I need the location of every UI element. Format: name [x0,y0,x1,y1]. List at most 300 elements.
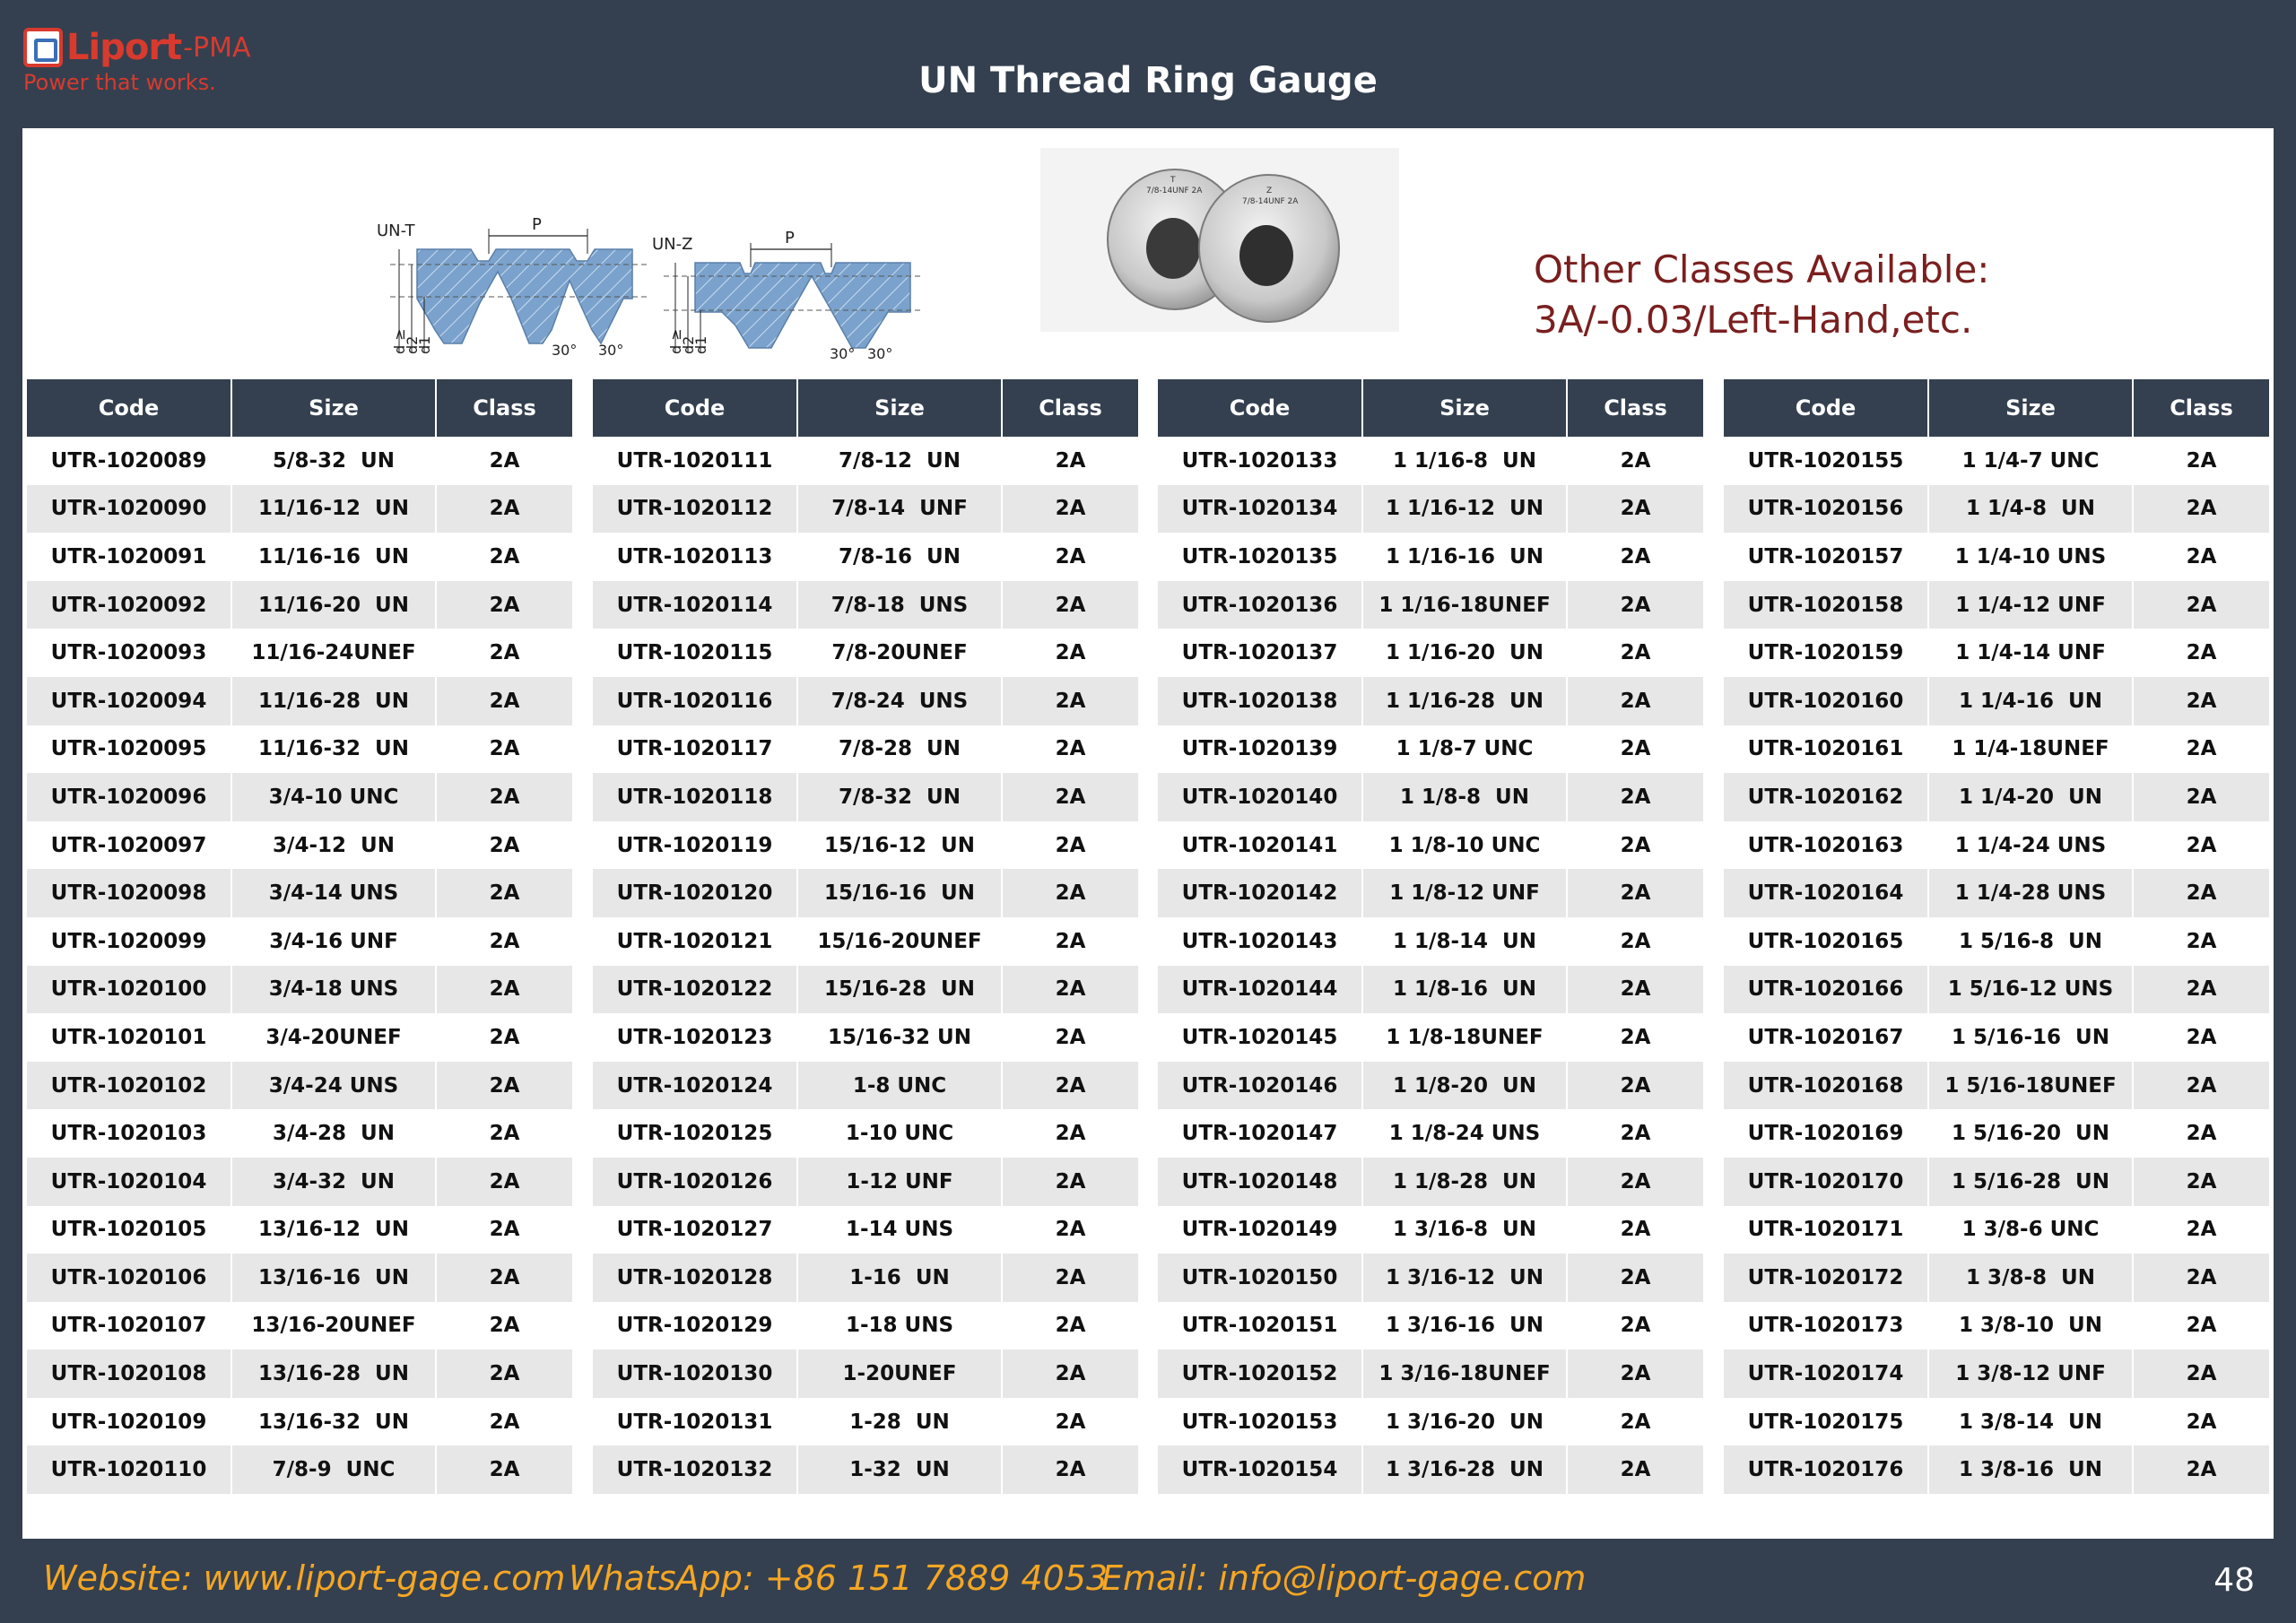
table-row [1724,1398,2269,1446]
un-t-angle-left: 30° [552,342,578,359]
size-cell: 1 3/8-14 UN [1928,1398,2133,1446]
code-cell: UTR-1020096 [27,773,231,821]
class-cell: 2A [436,725,572,774]
code-cell: UTR-1020100 [27,966,231,1014]
code-cell: UTR-1020123 [593,1013,797,1062]
table-row [1158,581,1703,629]
class-cell: 2A [2133,725,2269,774]
code-cell: UTR-1020175 [1724,1398,1928,1446]
code-cell: UTR-1020106 [27,1254,231,1302]
table-row [593,869,1138,917]
table-row [593,677,1138,725]
table-row [1158,1158,1703,1206]
code-cell: UTR-1020098 [27,869,231,917]
size-cell: 1 1/8-28 UN [1362,1158,1567,1206]
code-cell: UTR-1020127 [593,1206,797,1254]
size-cell: 13/16-16 UN [231,1254,436,1302]
size-cell: 1 1/4-24 UNS [1928,821,2133,870]
size-cell: 1 1/4-20 UN [1928,773,2133,821]
class-cell: 2A [1567,1302,1703,1350]
class-cell: 2A [1567,917,1703,966]
code-cell: UTR-1020165 [1724,917,1928,966]
un-z-label: UN-Z [652,235,693,254]
table-row [1158,1350,1703,1398]
footer-whatsapp: WhatsApp: +86 151 7889 4053 [569,1558,1109,1598]
size-cell: 1 3/16-18UNEF [1362,1350,1567,1398]
class-cell: 2A [436,917,572,966]
size-cell: 1 3/8-10 UN [1928,1302,2133,1350]
code-cell: UTR-1020152 [1158,1350,1362,1398]
table-row [1158,917,1703,966]
size-cell: 15/16-28 UN [797,966,1002,1014]
size-cell: 3/4-14 UNS [231,869,436,917]
table-row [27,1158,572,1206]
table-row [1724,1158,2269,1206]
un-z-profile [652,229,924,361]
table-row [27,533,572,581]
un-t-label: UN-T [377,221,415,240]
code-cell: UTR-1020092 [27,581,231,629]
size-cell: 15/16-32 UN [797,1013,1002,1062]
page-number: 48 [2213,1562,2255,1599]
un-z-thread-shape [695,263,910,348]
table-row [593,1109,1138,1158]
un-z-angle-right: 30° [867,345,893,361]
un-z-d2-label: d2 [680,335,697,354]
size-cell: 1 1/4-10 UNS [1928,533,2133,581]
table-row [27,581,572,629]
size-cell: 13/16-12 UN [231,1206,436,1254]
column-header-size: Size [231,379,436,437]
table-row [1158,677,1703,725]
code-cell: UTR-1020114 [593,581,797,629]
class-cell: 2A [1567,1158,1703,1206]
table-row [1158,966,1703,1014]
gauge-table-2 [593,379,1138,1494]
table-row [593,533,1138,581]
table-row [1724,1062,2269,1110]
un-t-angle-right: 30° [598,342,624,359]
table-row [1158,1254,1703,1302]
table-row [1158,1109,1703,1158]
size-cell: 1-28 UN [797,1398,1002,1446]
class-cell: 2A [436,677,572,725]
class-cell: 2A [1002,821,1138,870]
class-cell: 2A [2133,1013,2269,1062]
column-header-class: Class [1002,379,1138,437]
class-cell: 2A [1002,869,1138,917]
class-cell: 2A [2133,1158,2269,1206]
class-cell: 2A [1567,1254,1703,1302]
size-cell: 1 3/16-12 UN [1362,1254,1567,1302]
code-cell: UTR-1020146 [1158,1062,1362,1110]
class-cell: 2A [1002,581,1138,629]
table-row [1724,917,2269,966]
class-cell: 2A [1567,1062,1703,1110]
table-row [1158,1302,1703,1350]
size-cell: 1 1/8-8 UN [1362,773,1567,821]
size-cell: 1 1/8-14 UN [1362,917,1567,966]
ring-gauge-image [1040,148,1399,332]
table-row [1724,1445,2269,1494]
size-cell: 1-32 UN [797,1445,1002,1494]
size-cell: 1 1/4-8 UN [1928,485,2133,534]
ring-marking-z: 7/8-14UNF 2A [1242,197,1299,206]
class-cell: 2A [436,1013,572,1062]
code-cell: UTR-1020121 [593,917,797,966]
table-row [1158,821,1703,870]
column-header-code: Code [27,379,231,437]
code-cell: UTR-1020150 [1158,1254,1362,1302]
code-cell: UTR-1020154 [1158,1445,1362,1494]
table-row [27,821,572,870]
code-cell: UTR-1020161 [1724,725,1928,774]
code-cell: UTR-1020122 [593,966,797,1014]
table-row [1158,485,1703,534]
class-cell: 2A [1002,533,1138,581]
table-row [1724,1109,2269,1158]
table-row [27,437,572,485]
code-cell: UTR-1020111 [593,437,797,485]
table-row [593,1398,1138,1446]
code-cell: UTR-1020172 [1724,1254,1928,1302]
table-row [1158,533,1703,581]
class-cell: 2A [2133,485,2269,534]
code-cell: UTR-1020174 [1724,1350,1928,1398]
code-cell: UTR-1020115 [593,629,797,677]
size-cell: 3/4-10 UNC [231,773,436,821]
size-cell: 7/8-20UNEF [797,629,1002,677]
class-cell: 2A [1002,1445,1138,1494]
table-row [27,629,572,677]
table-row [27,1398,572,1446]
size-cell: 1 1/4-16 UN [1928,677,2133,725]
code-cell: UTR-1020168 [1724,1062,1928,1110]
code-cell: UTR-1020176 [1724,1445,1928,1494]
size-cell: 1 1/16-8 UN [1362,437,1567,485]
class-cell: 2A [1567,1398,1703,1446]
header [0,0,2296,128]
code-cell: UTR-1020119 [593,821,797,870]
size-cell: 15/16-20UNEF [797,917,1002,966]
table-row [1724,629,2269,677]
class-cell: 2A [1002,1013,1138,1062]
table-row [1158,725,1703,774]
table-row [27,966,572,1014]
class-cell: 2A [1567,629,1703,677]
table-row [593,1350,1138,1398]
code-cell: UTR-1020139 [1158,725,1362,774]
class-cell: 2A [436,1350,572,1398]
size-cell: 1 1/8-10 UNC [1362,821,1567,870]
footer [0,1539,2296,1623]
size-cell: 7/8-9 UNC [231,1445,436,1494]
class-cell: 2A [1567,1109,1703,1158]
class-cell: 2A [2133,1445,2269,1494]
size-cell: 1-12 UNF [797,1158,1002,1206]
table-row [593,1013,1138,1062]
code-cell: UTR-1020117 [593,725,797,774]
code-cell: UTR-1020171 [1724,1206,1928,1254]
size-cell: 1 5/16-8 UN [1928,917,2133,966]
class-cell: 2A [2133,1398,2269,1446]
other-classes-note [1534,245,1989,345]
class-cell: 2A [2133,437,2269,485]
size-cell: 1 5/16-16 UN [1928,1013,2133,1062]
class-cell: 2A [2133,629,2269,677]
size-cell: 1 1/16-16 UN [1362,533,1567,581]
class-cell: 2A [1002,1350,1138,1398]
code-cell: UTR-1020116 [593,677,797,725]
class-cell: 2A [436,485,572,534]
ring-marking-t: 7/8-14UNF 2A [1146,187,1203,195]
table-row [1158,1206,1703,1254]
size-cell: 1 1/16-12 UN [1362,485,1567,534]
table-row [27,1302,572,1350]
size-cell: 1-18 UNS [797,1302,1002,1350]
un-z-angle-left: 30° [830,345,856,361]
gauge-table-3 [1158,379,1703,1494]
table-row [1724,677,2269,725]
class-cell: 2A [2133,773,2269,821]
code-cell: UTR-1020129 [593,1302,797,1350]
code-cell: UTR-1020137 [1158,629,1362,677]
column-header-class: Class [2133,379,2269,437]
column-header-class: Class [436,379,572,437]
size-cell: 11/16-20 UN [231,581,436,629]
size-cell: 1 1/4-12 UNF [1928,581,2133,629]
table-row [1724,1254,2269,1302]
class-cell: 2A [1567,1445,1703,1494]
un-t-profile [377,215,650,359]
logo-word: Liport [66,27,182,68]
table-row [1158,1445,1703,1494]
class-cell: 2A [1567,485,1703,534]
size-cell: 7/8-12 UN [797,437,1002,485]
size-cell: 1-16 UN [797,1254,1002,1302]
class-cell: 2A [436,629,572,677]
code-cell: UTR-1020141 [1158,821,1362,870]
size-cell: 3/4-16 UNF [231,917,436,966]
code-cell: UTR-1020170 [1724,1158,1928,1206]
size-cell: 13/16-28 UN [231,1350,436,1398]
table-row [593,581,1138,629]
size-cell: 1 1/8-16 UN [1362,966,1567,1014]
table-row [27,725,572,774]
class-cell: 2A [436,581,572,629]
table-row [27,1109,572,1158]
table-row [593,1302,1138,1350]
table-row [27,1206,572,1254]
table-row [593,1158,1138,1206]
code-cell: UTR-1020090 [27,485,231,534]
size-cell: 11/16-12 UN [231,485,436,534]
table-row [593,1206,1138,1254]
size-cell: 1 5/16-18UNEF [1928,1062,2133,1110]
code-cell: UTR-1020160 [1724,677,1928,725]
class-cell: 2A [436,869,572,917]
size-cell: 1 3/16-28 UN [1362,1445,1567,1494]
size-cell: 1 1/16-28 UN [1362,677,1567,725]
code-cell: UTR-1020159 [1724,629,1928,677]
class-cell: 2A [436,533,572,581]
table-row [593,725,1138,774]
class-cell: 2A [436,437,572,485]
code-cell: UTR-1020126 [593,1158,797,1206]
class-cell: 2A [2133,1254,2269,1302]
code-cell: UTR-1020149 [1158,1206,1362,1254]
code-cell: UTR-1020094 [27,677,231,725]
class-cell: 2A [2133,1062,2269,1110]
size-cell: 11/16-28 UN [231,677,436,725]
size-cell: 1 1/4-28 UNS [1928,869,2133,917]
table-row [1724,1350,2269,1398]
size-cell: 1 5/16-20 UN [1928,1109,2133,1158]
size-cell: 3/4-12 UN [231,821,436,870]
table-row [593,966,1138,1014]
code-cell: UTR-1020107 [27,1302,231,1350]
size-cell: 7/8-16 UN [797,533,1002,581]
size-cell: 7/8-18 UNS [797,581,1002,629]
table-row [1158,1062,1703,1110]
table-row [1158,1013,1703,1062]
size-cell: 13/16-20UNEF [231,1302,436,1350]
size-cell: 1 3/16-20 UN [1362,1398,1567,1446]
un-t-d2-label: d2 [404,335,421,354]
class-cell: 2A [1002,725,1138,774]
table-row [593,485,1138,534]
size-cell: 7/8-32 UN [797,773,1002,821]
code-cell: UTR-1020158 [1724,581,1928,629]
column-header-code: Code [1724,379,1928,437]
table-row [1158,773,1703,821]
logo-suffix: -PMA [183,31,251,64]
table-row [27,1013,572,1062]
table-row [593,1062,1138,1110]
code-cell: UTR-1020173 [1724,1302,1928,1350]
thread-profile-diagram [363,164,937,361]
size-cell: 3/4-18 UNS [231,966,436,1014]
class-cell: 2A [2133,966,2269,1014]
class-cell: 2A [2133,581,2269,629]
class-cell: 2A [1567,581,1703,629]
table-row [27,485,572,534]
class-cell: 2A [1567,1013,1703,1062]
table-row [27,677,572,725]
size-cell: 1 1/8-12 UNF [1362,869,1567,917]
code-cell: UTR-1020147 [1158,1109,1362,1158]
table-row [1724,869,2269,917]
table-row [1158,1398,1703,1446]
table-row [593,773,1138,821]
column-header-code: Code [593,379,797,437]
size-cell: 7/8-28 UN [797,725,1002,774]
code-cell: UTR-1020166 [1724,966,1928,1014]
class-cell: 2A [436,1062,572,1110]
ring-letter-z: Z [1266,187,1273,195]
class-cell: 2A [2133,821,2269,870]
code-cell: UTR-1020169 [1724,1109,1928,1158]
size-cell: 11/16-32 UN [231,725,436,774]
code-cell: UTR-1020153 [1158,1398,1362,1446]
code-cell: UTR-1020099 [27,917,231,966]
size-cell: 1 1/16-20 UN [1362,629,1567,677]
code-cell: UTR-1020145 [1158,1013,1362,1062]
size-cell: 7/8-14 UNF [797,485,1002,534]
table-row [27,1445,572,1494]
size-cell: 1 1/4-7 UNC [1928,437,2133,485]
class-cell: 2A [436,1206,572,1254]
size-cell: 1-10 UNC [797,1109,1002,1158]
code-cell: UTR-1020136 [1158,581,1362,629]
class-cell: 2A [1567,1350,1703,1398]
code-cell: UTR-1020125 [593,1109,797,1158]
code-cell: UTR-1020144 [1158,966,1362,1014]
code-cell: UTR-1020142 [1158,869,1362,917]
class-cell: 2A [1002,1398,1138,1446]
code-cell: UTR-1020104 [27,1158,231,1206]
size-cell: 3/4-32 UN [231,1158,436,1206]
code-cell: UTR-1020118 [593,773,797,821]
class-cell: 2A [2133,1109,2269,1158]
un-t-d-label: d ≥ [391,328,408,354]
table-row [1724,1013,2269,1062]
size-cell: 11/16-16 UN [231,533,436,581]
code-cell: UTR-1020135 [1158,533,1362,581]
table-row [1724,966,2269,1014]
code-cell: UTR-1020164 [1724,869,1928,917]
ring-gauge-z [1199,175,1339,322]
code-cell: UTR-1020108 [27,1350,231,1398]
class-cell: 2A [1567,869,1703,917]
size-cell: 1 1/8-24 UNS [1362,1109,1567,1158]
code-cell: UTR-1020130 [593,1350,797,1398]
class-cell: 2A [1567,533,1703,581]
table-row [27,1350,572,1398]
table-row [1724,821,2269,870]
table-row [27,1062,572,1110]
class-cell: 2A [1567,677,1703,725]
size-cell: 1 1/8-7 UNC [1362,725,1567,774]
footer-email: Email: info@liport-gage.com [1101,1558,1587,1598]
table-row [1724,581,2269,629]
class-cell: 2A [2133,677,2269,725]
code-cell: UTR-1020120 [593,869,797,917]
code-cell: UTR-1020128 [593,1254,797,1302]
size-cell: 5/8-32 UN [231,437,436,485]
table-row [1158,869,1703,917]
table-row [593,1445,1138,1494]
code-cell: UTR-1020167 [1724,1013,1928,1062]
code-cell: UTR-1020093 [27,629,231,677]
table-row [593,437,1138,485]
table-row [1724,485,2269,534]
size-cell: 3/4-20UNEF [231,1013,436,1062]
class-cell: 2A [1002,917,1138,966]
size-cell: 1 3/8-8 UN [1928,1254,2133,1302]
table-row [593,629,1138,677]
class-cell: 2A [2133,1206,2269,1254]
un-z-d1-label: d1 [692,335,709,354]
un-z-pitch-label: P [785,229,795,247]
code-cell: UTR-1020113 [593,533,797,581]
column-header-code: Code [1158,379,1362,437]
table-row [1724,533,2269,581]
class-cell: 2A [436,1158,572,1206]
code-cell: UTR-1020102 [27,1062,231,1110]
code-cell: UTR-1020131 [593,1398,797,1446]
size-cell: 1-14 UNS [797,1206,1002,1254]
